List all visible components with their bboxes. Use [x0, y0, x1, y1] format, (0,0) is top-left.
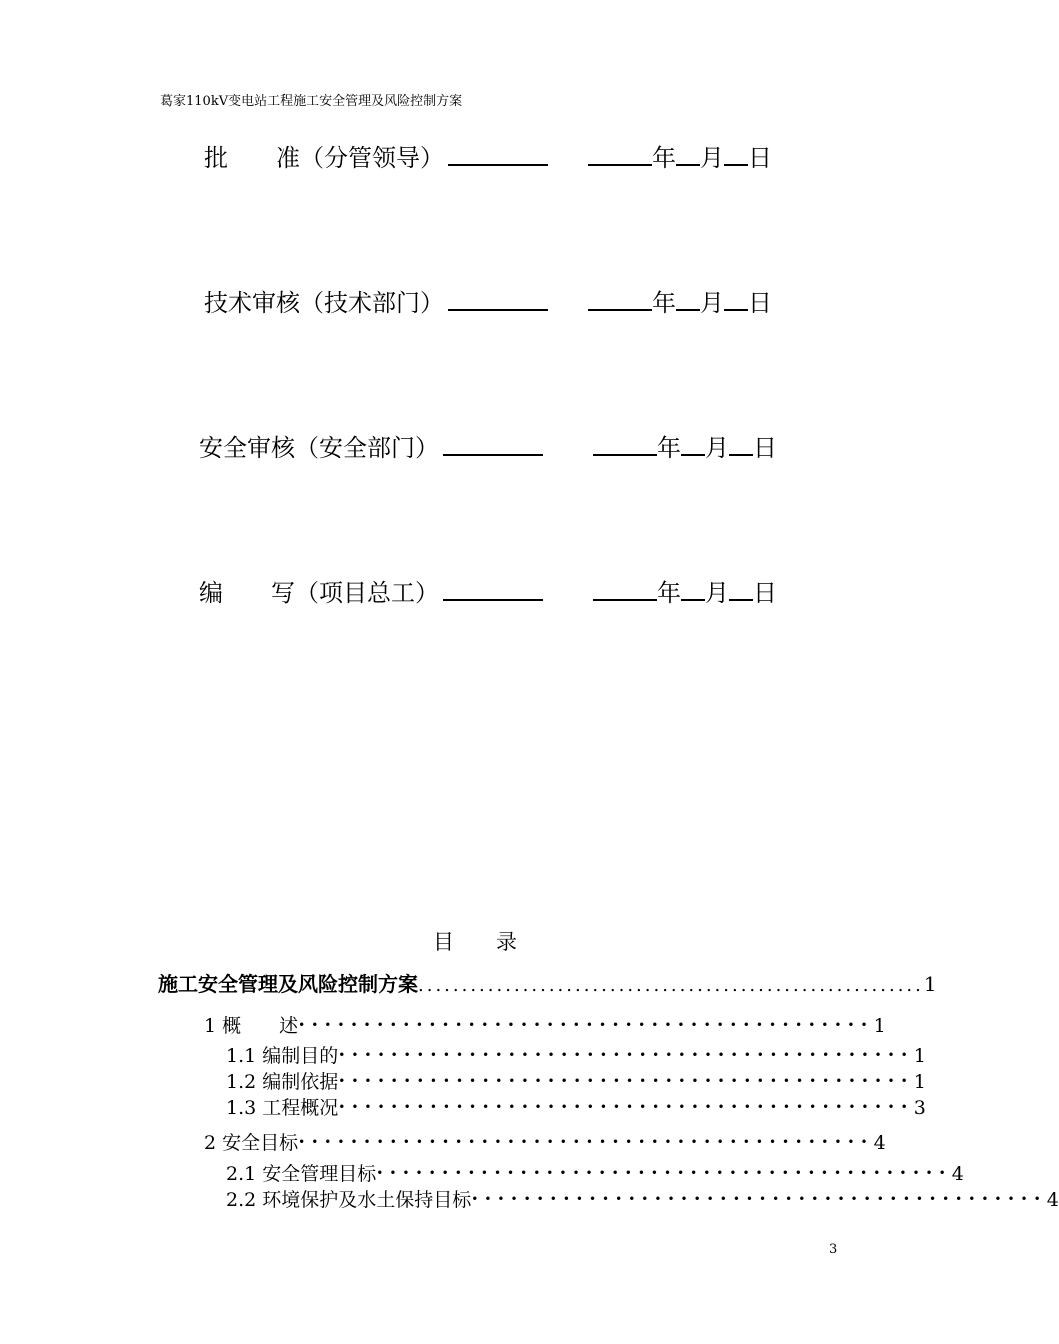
toc-entry-text: 2.2 环境保护及水土保持目标	[226, 1189, 472, 1211]
name-blank[interactable]	[448, 285, 548, 311]
name-blank[interactable]	[448, 140, 548, 166]
toc-entry-text: 1.2 编制依据	[226, 1071, 339, 1093]
toc-entry[interactable]	[226, 1159, 964, 1186]
year-label: 年	[657, 434, 681, 462]
toc-entry[interactable]	[204, 1011, 886, 1038]
toc-page-number: 3	[913, 1097, 926, 1119]
toc-leader: ..........................................................	[418, 975, 924, 996]
toc-leader: ••••••••••••••••••••••••••••••••••••••••••••	[376, 1166, 952, 1180]
year-label: 年	[652, 144, 676, 172]
month-label: 月	[700, 144, 724, 172]
toc-title: 目 录	[433, 930, 517, 954]
year-blank[interactable]	[588, 285, 652, 311]
date-field	[588, 283, 772, 318]
toc-page-number: 1	[873, 1015, 886, 1037]
signature-label: 批 准（分管领导）	[204, 144, 444, 172]
year-blank[interactable]	[593, 430, 657, 456]
toc-entry-text: 2.1 安全管理目标	[226, 1163, 377, 1185]
toc-page-number: 1	[913, 1045, 926, 1067]
toc-entry-text: 施工安全管理及风险控制方案	[158, 972, 418, 996]
toc-page-number: 4	[873, 1132, 886, 1154]
day-blank[interactable]	[729, 575, 753, 601]
toc-entry[interactable]	[204, 1128, 886, 1155]
date-field	[593, 573, 777, 608]
day-label: 日	[753, 579, 777, 607]
toc-page-number: 4	[951, 1163, 964, 1185]
date-field	[593, 428, 777, 463]
day-blank[interactable]	[724, 285, 748, 311]
month-label: 月	[700, 289, 724, 317]
month-blank[interactable]	[676, 285, 700, 311]
day-blank[interactable]	[724, 140, 748, 166]
signature-label: 技术审核（技术部门）	[204, 289, 444, 317]
name-blank[interactable]	[443, 575, 543, 601]
toc-leader: ••••••••••••••••••••••••••••••••••••••••••••	[298, 1018, 874, 1032]
page-number: 3	[829, 1242, 838, 1257]
toc-entry[interactable]	[226, 1067, 926, 1094]
toc-entry-text: 1 概 述	[204, 1015, 299, 1037]
year-blank[interactable]	[593, 575, 657, 601]
month-blank[interactable]	[676, 140, 700, 166]
toc-leader: ••••••••••••••••••••••••••••••••••••••••••••	[298, 1135, 874, 1149]
day-label: 日	[753, 434, 777, 462]
signature-row-safety-review	[199, 428, 777, 463]
toc-leader: ••••••••••••••••••••••••••••••••••••••••••••	[338, 1048, 914, 1062]
year-label: 年	[652, 289, 676, 317]
signature-row-approve	[204, 138, 772, 173]
toc-entry-text: 1.1 编制目的	[226, 1045, 339, 1067]
year-blank[interactable]	[588, 140, 652, 166]
month-label: 月	[705, 579, 729, 607]
toc-page-number: 1	[923, 972, 937, 996]
toc-leader: ••••••••••••••••••••••••••••••••••••••••••••	[471, 1192, 1047, 1206]
toc-entry-text: 2 安全目标	[204, 1132, 299, 1154]
running-header: 葛家110kV变电站工程施工安全管理及风险控制方案	[160, 94, 463, 109]
month-blank[interactable]	[681, 430, 705, 456]
date-field	[588, 138, 772, 173]
day-label: 日	[748, 289, 772, 317]
day-blank[interactable]	[729, 430, 753, 456]
signature-label: 编 写（项目总工）	[199, 579, 439, 607]
toc-entry-text: 1.3 工程概况	[226, 1097, 339, 1119]
toc-leader: ••••••••••••••••••••••••••••••••••••••••••••	[338, 1074, 914, 1088]
toc-leader: ••••••••••••••••••••••••••••••••••••••••••••	[338, 1100, 914, 1114]
toc-entry[interactable]	[226, 1185, 1059, 1212]
day-label: 日	[748, 144, 772, 172]
toc-page-number: 4	[1046, 1189, 1059, 1211]
month-blank[interactable]	[681, 575, 705, 601]
name-blank[interactable]	[443, 430, 543, 456]
toc-page-number: 1	[913, 1071, 926, 1093]
toc-entry[interactable]	[226, 1093, 926, 1120]
year-label: 年	[657, 579, 681, 607]
toc-entry[interactable]	[226, 1041, 926, 1068]
signature-row-author	[199, 573, 777, 608]
toc-entry[interactable]	[158, 968, 937, 997]
signature-row-tech-review	[204, 283, 772, 318]
month-label: 月	[705, 434, 729, 462]
signature-label: 安全审核（安全部门）	[199, 434, 439, 462]
